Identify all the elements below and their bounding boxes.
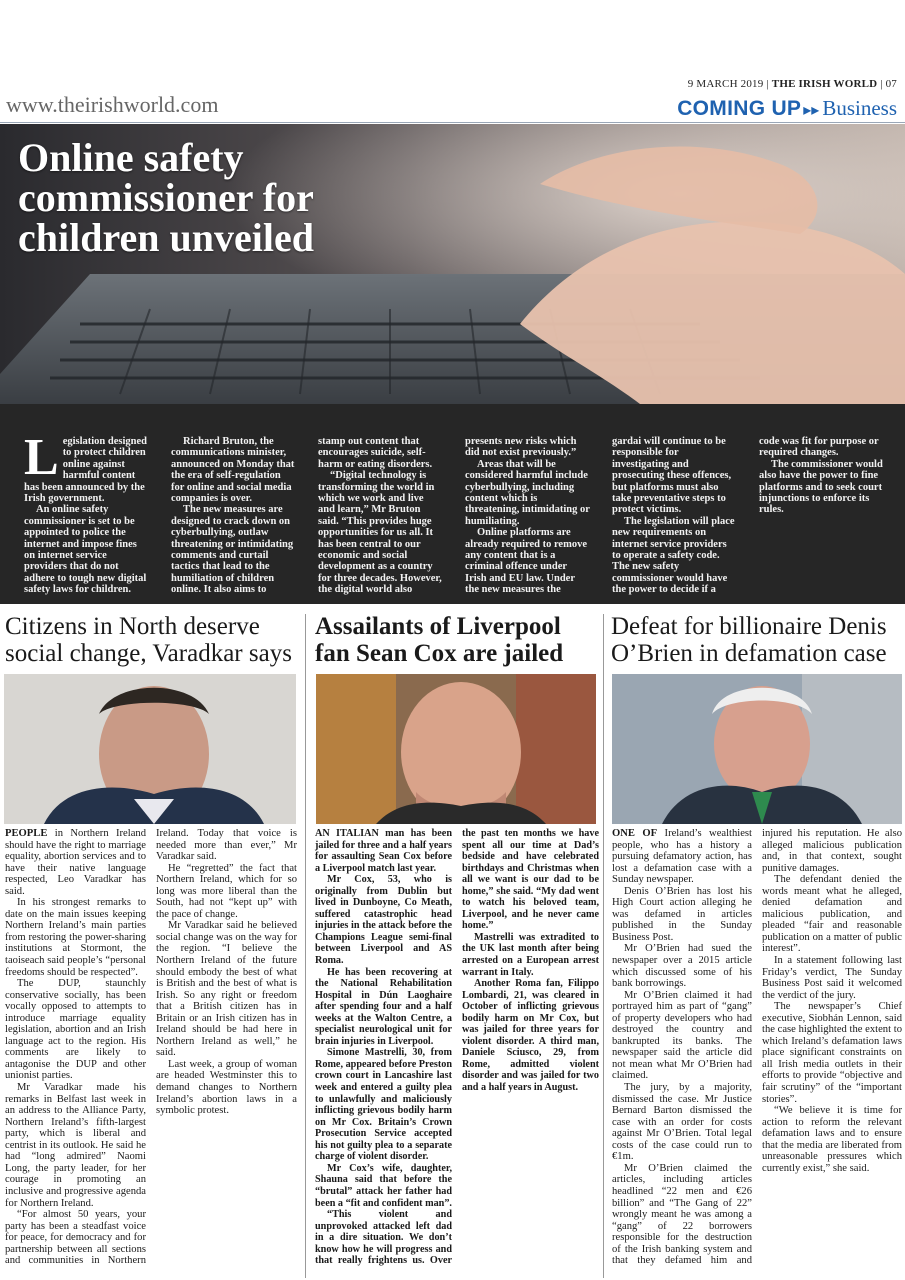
- dateline: [688, 78, 897, 90]
- story1-paragraph: He “regretted” the fact that Northern Ireland, which for so long was more liberal than the South, had not “kept up” with the pace of change.: [156, 862, 297, 920]
- story2-paragraph: Another Roma fan, Filippo Lombardi, 21, was cleared in October of inflicting grievous bodily harm on Mr Cox, but was jailed for three years for violent disorder. A third man, Daniele Sciusco, 29, from Rome, admitted violent disorder and was jailed for two and a half years in August.: [462, 978, 599, 1094]
- story3-paragraph: Denis O’Brien has lost his High Court action alleging he was defamed in articles published in the Sunday Business Post.: [612, 885, 752, 943]
- story2-body: [315, 828, 599, 1276]
- story3-paragraph: Mr O’Brien claimed it had portrayed him as part of “gang” of property developers who had destroyed the country and bankrupted its banks. The newspaper said the article did not mean what Mr O’Brien had claimed.: [612, 989, 752, 1082]
- lead-paragraph: The new measures are designed to crack down on cyberbullying, outlaw threatening or intimidating comments and curtail tactics that lead to the humiliation of children online. It also aims to stamp out content that encourages suicide, self-harm or eating disorders.: [171, 436, 433, 596]
- story3-paragraph: The jury, by a majority, dismissed the case. Mr Justice Bernard Barton dismissed the case with an order for costs against Mr O’Brien. Total legal costs of the case could run to €1m.: [612, 1082, 752, 1163]
- story1-paragraph: PEOPLE in Northern Ireland should have the right to marriage equality, abortion services and to have their native language respected, Leo Varadkar has said.: [5, 828, 146, 897]
- publication-name: THE IRISH WORLD: [771, 78, 878, 90]
- story1-paragraph: Mr Varadkar made his remarks in Belfast last week in an address to the Alliance Party, Northern Ireland’s fifth-largest party, which is liberal and centrist in its outlook. He said he had “long admired” Naomi Long, the party leader, for her courage in promoting an inclusive and progressive agenda for Northern Ireland.: [5, 1082, 146, 1209]
- story3-paragraph: Mr O’Brien claimed the articles, including articles headlined “22 men and €26 billion” and “The Gang of 22” wrongly meant he was among a “gang” of 22 borrowers responsible for the destruction of the Irish banking system and that they defamed him and injured his reputation. He also alleged malicious publication and, in that context, sought punitive damages.: [612, 828, 902, 1267]
- denis-obrien-photo: [612, 674, 902, 824]
- story3-paragraph: The defendant denied the words meant what he alleged, denied defamation and malicious publication, and pleaded “fair and reasonable publication on a matter of public interest”.: [762, 874, 902, 955]
- story1-paragraph: In his strongest remarks to date on the main issues keeping Northern Ireland’s main parties from restoring the power-sharing institutions at Stormont, the taoiseach said people’s “personal freedoms should be respected”.: [5, 897, 146, 978]
- lead-paragraph: The commissioner would also have the power to fine platforms and to seek court injunctions to enforce its rules.: [759, 458, 883, 516]
- story2-paragraph: Simone Mastrelli, 30, from Rome, appeared before Preston crown court in Lancashire last week and entered a guilty plea to unlawfully and maliciously inflicting grievous bodily harm on Mr Cox. Britain’s Crown Prosecution Service accepted his not guilty plea to a separate charge of violent disorder.: [315, 1047, 452, 1163]
- story1-paragraph: The DUP, staunchly conservative socially, has been vocally opposed to attempts to introduce marriage equality legislation, abortion and an Irish language act to the region. His comments are likely to antagonise the DUP and other unionist parties.: [5, 978, 146, 1082]
- story2-paragraph: He has been recovering at the National Rehabilitation Hospital in Dún Laoghaire after spending four and a half weeks at the Walton Centre, a specialist neurological unit for brain injuries in Liverpool.: [315, 966, 452, 1047]
- sean-cox-photo: [316, 674, 596, 824]
- lead-paragraph: Areas that will be considered harmful include cyberbullying, including content which is threatening, intimidating or humiliating.: [465, 458, 590, 527]
- dropcap: L: [24, 429, 59, 486]
- section-banner: [677, 96, 897, 121]
- lead-paragraph: Online platforms are already required to remove any content that is a criminal offence under Irish and EU law. Under the new measures the gardai will continue to be responsible for investigating and prosecuting these offences, but platforms must also take preventative steps to protect victims.: [465, 436, 732, 596]
- website-url: www.theirishworld.com: [6, 92, 219, 117]
- story3-paragraph: Mr O’Brien had sued the newspaper over a 2015 article which discussed some of his bank borrowings.: [612, 943, 752, 990]
- story2-paragraph: Mr Cox’s wife, daughter, Shauna said that before the “brutal” attack her father had been a “fit and confident man”.: [315, 1162, 452, 1209]
- dateline-separator: |: [766, 78, 772, 90]
- story1-body: [5, 828, 297, 1276]
- lead-paragraph: An online safety commissioner is set to be appointed to police the internet and impose fines on internet service providers that do not adhere to tough new digital safety laws for children.: [24, 504, 147, 596]
- lead-paragraph: Legislation designed to protect children online against harmful content has been announced by the Irish government.: [24, 429, 147, 505]
- story2-paragraph: Mastrelli was extradited to the UK last month after being arrested on a European arrest warrant in Italy.: [462, 931, 599, 978]
- story1-paragraph: Last week, a group of woman are headed Westminster this to demand changes to Northern Ireland’s abortion laws in a symbolic protest.: [156, 1058, 297, 1117]
- section-name: Business: [822, 96, 897, 120]
- dateline-separator: |: [880, 78, 886, 90]
- story1-paragraph: Mr Varadkar said he believed social change was on the way for the region. “I believe the Northern Ireland of the future should embody the best of what is British and the best of what is Irish. So any right or freedom that a British citizen has in Britain or an Irish citizen has in Ireland should be had here in Northern Ireland as well,” he said.: [156, 920, 297, 1059]
- varadkar-photo: [4, 674, 296, 824]
- story1-paragraph: “For almost 50 years, your party has been a steadfast voice for peace, for democracy and for partnership between all sections and communities in Northern Ireland. Today that voice is needed more than ever,” Mr Varadkar said.: [5, 828, 297, 1267]
- lead-headline: Online safety commissioner for children unveiled: [18, 135, 314, 260]
- story2-headline: Assailants of Liverpool fan Sean Cox are jailed: [315, 613, 564, 667]
- lead-body: [24, 429, 884, 596]
- page-number: 07: [885, 78, 897, 90]
- header-rule: [0, 122, 905, 123]
- lead-paragraph: The legislation will place new requirements on internet service providers to operate a safety code. The new safety commissioner would have the power to decide if a code was fit for purpose or required changes.: [612, 436, 879, 596]
- story3-paragraph: In a statement following last Friday’s verdict, The Sunday Business Post said it welcomed the verdict of the jury.: [762, 955, 902, 1001]
- column-divider: [603, 614, 604, 1278]
- column-divider: [305, 614, 306, 1278]
- story2-paragraph: “This violent and unprovoked attacked left dad in a dire situation. We don’t know how he will progress and that really frightens us. Over the past ten months we have spent all our time at Dad’s bedside and have celebrated birthdays and Christmas when all we want is our dad to be home,” she said. “My dad went to watch his beloved team, Liverpool, and he never came home.”: [315, 828, 599, 1267]
- story3-paragraph: The newspaper’s Chief executive, Siobhán Lennon, said the case highlighted the extent to which Ireland’s defamation laws place significant constraints on all Irish media outlets in their efforts to provide “objective and fair scrutiny” of the “important stories”.: [762, 1001, 902, 1105]
- double-arrow-icon: ▸▸: [803, 102, 820, 119]
- story2-paragraph: AN ITALIAN man has been jailed for three and a half years for assaulting Sean Cox before a Liverpool match last year.: [315, 828, 452, 874]
- story3-body: [612, 828, 902, 1276]
- issue-date: 9 MARCH 2019: [687, 78, 764, 90]
- lead-paragraph: Richard Bruton, the communications minister, announced on Monday that the era of self-regulation for online and social media companies is over.: [171, 436, 295, 505]
- story3-paragraph: “We believe it is time for action to reform the relevant defamation laws and to ensure that the media are liberated from unreasonable pressures which currently exist,” she said.: [762, 1105, 902, 1174]
- lead-story: [0, 124, 905, 604]
- lead-paragraph: “Digital technology is transforming the world in which we work and live and learn,” Mr Bruton said. “This provides huge opportunities for us all. It has been central to our economic and social development as a country for three decades. However, the digital world also presents new risks which did not exist previously.”: [318, 436, 577, 596]
- story3-paragraph: ONE OF Ireland’s wealthiest people, who has a history a pursuing defamatory action, has lost a defamation case with a Sunday newspaper.: [612, 828, 752, 886]
- story3-headline: Defeat for billionaire Denis O’Brien in defamation case: [611, 613, 887, 667]
- story2-paragraph: Mr Cox, 53, who is originally from Dublin but lived in Dunboyne, Co Meath, suffered catastrophic head injuries in the attack before the Champions League semi-final between Liverpool and AS Roma.: [315, 874, 452, 967]
- story1-headline: Citizens in North deserve social change, Varadkar says: [5, 613, 292, 667]
- coming-up-label: COMING UP: [677, 97, 802, 120]
